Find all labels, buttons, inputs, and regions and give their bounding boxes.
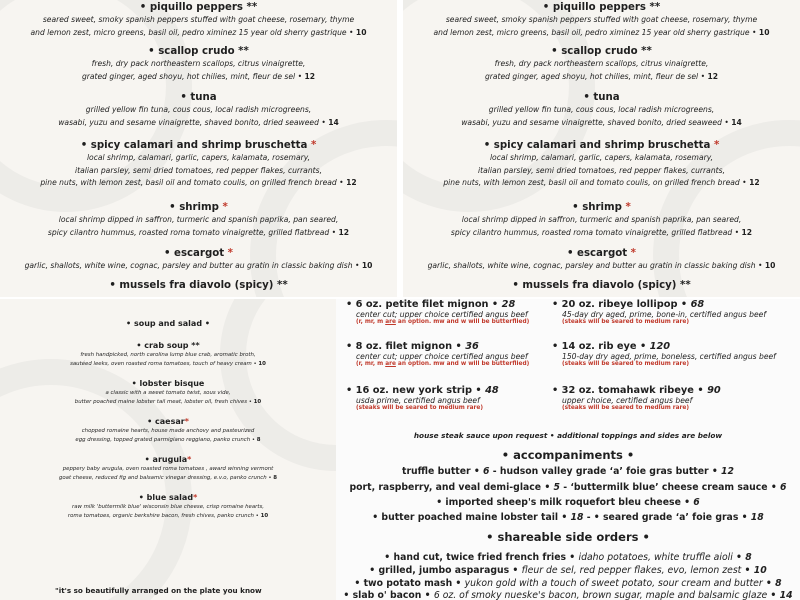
item-name: • mussels fra diavolo (spicy) ** [512, 280, 691, 291]
item-price: 10 [758, 27, 770, 37]
red-star-marker: * [187, 455, 192, 464]
steak-title [552, 385, 767, 396]
description-line: and lemon zest, micro greens, basil oil, pedro ximinez 15 year old sherry gastrique [30, 27, 347, 37]
item-name: • mussels fra diavolo (spicy) ** [109, 280, 288, 291]
item-price: 10 [258, 361, 266, 367]
side-order-price: 14 [779, 590, 793, 600]
side-order-description: fleur de sel, red pepper flakes, evo, lemon zest [521, 565, 742, 576]
side-order-name: • grilled, jumbo asparagus • [369, 565, 522, 576]
side-order-item: • two potato mash • yukon gold with a touch of sweet potato, sour cream and butter • 8 [354, 578, 782, 589]
item-description [0, 152, 397, 165]
steak-item [346, 341, 561, 367]
menu-item [0, 417, 336, 445]
item-description: roma tomatoes, organic berkshire bacon, fresh chives, panko crunch • 10 [67, 513, 269, 519]
item-title [0, 341, 336, 350]
item-title [403, 280, 800, 291]
description-line: pine nuts, with lemon zest, basil oil and tomato coulis, on grilled french bread [443, 178, 740, 187]
item-title [403, 92, 800, 103]
accompaniment-name: - • seared grade ‘a’ foie gras • [583, 512, 751, 523]
accompaniment-price: 18 [570, 512, 584, 523]
description-line: italian parsley, semi dried tomatoes, red pepper flakes, currants, [75, 165, 322, 175]
item-description [403, 58, 800, 71]
steak-price: 28 [501, 299, 516, 310]
description-line: spicy cilantro hummus, roasted roma tomato vinaigrette, grilled flatbread [450, 227, 733, 237]
steak-item [346, 299, 561, 325]
menu-item [0, 2, 397, 39]
description-line: and lemon zest, micro greens, basil oil, pedro ximinez 15 year old sherry gastrique [433, 27, 750, 37]
steak-name: • 8 oz. filet mignon • [346, 341, 462, 352]
item-title [0, 2, 397, 13]
item-title [403, 2, 800, 13]
red-star-marker: * [222, 202, 228, 213]
item-name: • spicy calamari and shrimp bruschetta [483, 140, 711, 151]
note-text: (steaks will be seared to medium rare) [562, 405, 689, 411]
steak-sauce-note: house steak sauce upon request • additional toppings and sides are below [413, 431, 723, 440]
steak-note [356, 361, 561, 367]
menu-item [403, 2, 800, 39]
description-line: roma tomatoes, organic berkshire bacon, fresh chives, panko crunch [67, 513, 254, 519]
item-title [0, 379, 336, 388]
item-price: 12 [749, 178, 760, 187]
steak-description: 150-day dry aged, prime, boneless, certified angus beef [562, 352, 776, 361]
steak-description: 45-day dry aged, prime, bone-in, certified angus beef [562, 310, 766, 319]
item-description [403, 14, 800, 27]
menu-item [403, 280, 800, 292]
side-order-description: yukon gold with a touch of sweet potato, sour cream and butter [464, 578, 763, 589]
item-title [0, 417, 336, 426]
steak-item [552, 385, 767, 411]
description-line: seared sweet, smoky spanish peppers stuffed with goat cheese, rosemary, thyme [445, 15, 758, 24]
item-name: • tuna [583, 92, 620, 103]
item-description: butter poached maine lobster tail meat, lobster oil, fresh chives • 10 [74, 399, 262, 405]
red-star-marker: * [310, 140, 317, 151]
steak-description: center cut; upper choice certified angus beef [356, 310, 528, 319]
accompaniment-line [336, 482, 800, 493]
item-price: 12 [338, 227, 350, 237]
note-text: (steaks will be seared to medium rare) [562, 319, 689, 325]
note-text: (r, mr, m [356, 319, 386, 325]
item-description: garlic, shallots, white wine, cognac, parsley and butter au gratin in classic baking dish • 10 [427, 261, 776, 270]
description-line: local shrimp, calamari, garlic, capers, kalamata, rosemary, [86, 153, 311, 162]
item-title [403, 46, 800, 57]
item-name: • shrimp [572, 202, 622, 213]
side-order-name: • hand cut, twice fried french fries • [384, 552, 579, 563]
item-price: 8 [273, 475, 278, 481]
section-title-soup-salad: • soup and salad • [126, 319, 210, 328]
side-order-item: • grilled, jumbo asparagus • fleur de sel, red pepper flakes, evo, lemon zest • 10 [369, 565, 767, 576]
item-name: • arugula [144, 455, 188, 464]
description-line: grilled yellow fin tuna, cous cous, local radish microgreens, [488, 105, 715, 114]
steak-name: • 32 oz. tomahawk ribeye • [552, 385, 704, 396]
item-price: 10 [260, 513, 269, 519]
quote-text: "it's so beautifully arranged on the plate you know [55, 586, 262, 595]
note-underline: are [385, 319, 396, 325]
red-star-marker: * [625, 202, 631, 213]
steak-title [346, 341, 561, 352]
item-title [0, 280, 397, 291]
item-title [0, 493, 336, 502]
menu-item [0, 202, 397, 239]
item-price: 14 [328, 117, 339, 127]
item-description [403, 104, 800, 117]
steak-title [346, 385, 561, 396]
item-description [0, 14, 397, 27]
item-name: • crab soup ** [136, 341, 200, 350]
item-price: 12 [304, 71, 316, 81]
description-line: grated ginger, aged shoyu, hot chilies, mint, fleur de sel [484, 71, 699, 81]
accompaniment-line [336, 466, 800, 477]
steak-title [552, 341, 767, 352]
menu-item [0, 46, 397, 83]
description-line: peppery baby arugula, oven roasted roma tomatoes , award winning vermont [62, 466, 274, 472]
item-description: grated ginger, aged shoyu, hot chilies, mint, fleur de sel • 12 [484, 71, 719, 81]
item-price: 12 [707, 71, 719, 81]
steak-price: 90 [707, 385, 721, 396]
note-text: (steaks will be seared to medium rare) [356, 405, 483, 411]
item-description [0, 351, 336, 360]
description-line: spicy cilantro hummus, roasted roma tomato vinaigrette, grilled flatbread [47, 227, 330, 237]
item-description: pine nuts, with lemon zest, basil oil and tomato coulis, on grilled french bread • 12 [443, 178, 760, 187]
item-description: wasabi, yuzu and sesame vinaigrette, shaved bonito, dried seaweed • 14 [461, 117, 742, 127]
steak-item [552, 341, 776, 367]
side-order-name: • slab o' bacon • [343, 590, 434, 600]
item-description: pine nuts, with lemon zest, basil oil and tomato coulis, on grilled french bread • 12 [40, 178, 357, 187]
item-description [0, 427, 336, 436]
item-title [403, 202, 800, 213]
menu-item [403, 92, 800, 129]
side-order-item: • hand cut, twice fried french fries • idaho potatoes, white truffle aioli • 8 [384, 552, 752, 563]
side-order-price: 10 [753, 565, 767, 576]
steak-description: center cut; upper choice certified angus beef [356, 352, 528, 361]
item-description [403, 152, 800, 165]
item-title [0, 92, 397, 103]
item-description: grated ginger, aged shoyu, hot chilies, mint, fleur de sel • 12 [81, 71, 316, 81]
item-name: • shrimp [169, 202, 219, 213]
accompaniment-price: 5 [553, 482, 560, 493]
item-name: • escargot [163, 248, 225, 259]
item-price: 10 [764, 261, 776, 270]
accompaniment-price: 6 [693, 497, 700, 508]
description-line: chopped romaine hearts, house made anchovy and pasteurized [81, 428, 255, 434]
accompaniment-name: port, raspberry, and veal demi-glace • [349, 482, 554, 493]
description-line: italian parsley, semi dried tomatoes, red pepper flakes, currants, [478, 165, 725, 175]
steak-item [346, 385, 561, 411]
item-description: spicy cilantro hummus, roasted roma tomato vinaigrette, grilled flatbread • 12 [450, 227, 753, 237]
steak-description: usda prime, certified angus beef [356, 396, 480, 405]
item-title [403, 248, 800, 259]
item-description [0, 503, 336, 512]
steak-price: 68 [690, 299, 705, 310]
steak-name: • 6 oz. petite filet mignon • [346, 299, 499, 310]
shareable-heading: • shareable side orders • [486, 530, 650, 544]
steak-price: 48 [485, 385, 499, 396]
steak-title [346, 299, 561, 310]
item-price: 8 [256, 437, 261, 443]
steak-price: 36 [465, 341, 479, 352]
steak-price: 120 [649, 341, 671, 352]
item-name: • spicy calamari and shrimp bruschetta [80, 140, 308, 151]
item-price: 10 [355, 27, 367, 37]
description-line: fresh, dry pack northeastern scallops, citrus vinaigrette, [494, 59, 709, 68]
steak-item [552, 299, 767, 325]
side-order-description: 6 oz. of smoky nueske's bacon, brown sugar, maple and balsamic glaze [433, 590, 768, 600]
description-line: local shrimp, calamari, garlic, capers, kalamata, rosemary, [489, 153, 714, 162]
item-description [0, 465, 336, 474]
item-description: goat cheese, reduced fig and balsamic vinegar dressing, e.v.o, panko crunch • 8 [58, 475, 278, 481]
item-description: egg dressing, topped grated parmigiano reggiano, panko crunch • 8 [75, 437, 261, 443]
note-text: an option. mw and w will be butterflied) [395, 319, 530, 325]
item-title [0, 46, 397, 57]
item-price: 14 [731, 117, 742, 127]
accompaniment-line [336, 497, 800, 508]
item-description: wasabi, yuzu and sesame vinaigrette, shaved bonito, dried seaweed • 14 [58, 117, 339, 127]
red-star-marker: * [227, 248, 233, 259]
accompaniment-name: truffle butter • [402, 466, 484, 477]
note-text: (steaks will be seared to medium rare) [562, 361, 689, 367]
steak-note [562, 405, 767, 411]
item-name: • caesar [147, 417, 185, 426]
item-title [0, 140, 397, 151]
menu-item [0, 493, 336, 521]
steak-note [562, 361, 767, 367]
red-star-marker: * [630, 248, 636, 259]
description-line: raw milk 'buttermilk blue' wisconsin blue cheese, crisp romaine hearts, [71, 504, 265, 510]
menu-item [0, 248, 397, 273]
menu-page-appetizers-right [403, 0, 800, 297]
description-line: wasabi, yuzu and sesame vinaigrette, shaved bonito, dried seaweed [461, 117, 722, 127]
item-title [0, 248, 397, 259]
red-star-marker: * [193, 493, 198, 502]
item-description: and lemon zest, micro greens, basil oil, pedro ximinez 15 year old sherry gastrique • 10 [30, 27, 367, 37]
note-text: (r, mr, m [356, 361, 386, 367]
description-line: local shrimp dipped in saffron, turmeric and spanish paprika, pan seared, [58, 215, 339, 224]
item-description: garlic, shallots, white wine, cognac, parsley and butter au gratin in classic baking dish • 10 [24, 261, 373, 270]
menu-page-steaks [336, 299, 800, 600]
accompaniment-name: - hudson valley grade ‘a’ foie gras butter • [489, 466, 722, 477]
item-price: 10 [361, 261, 373, 270]
menu-item [403, 46, 800, 83]
item-description [0, 389, 336, 398]
item-description: and lemon zest, micro greens, basil oil, pedro ximinez 15 year old sherry gastrique • 10 [433, 27, 770, 37]
description-line: goat cheese, reduced fig and balsamic vinegar dressing, e.v.o, panko crunch [58, 475, 267, 481]
side-order-item: • slab o' bacon • 6 oz. of smoky nueske's bacon, brown sugar, maple and balsamic glaze • 14 [343, 590, 793, 600]
menu-item [0, 92, 397, 129]
item-description [403, 214, 800, 227]
item-description: sautéed leeks, oven roasted roma tomatoes, touch of heavy cream • 10 [70, 361, 266, 367]
menu-item [0, 140, 397, 190]
item-title [0, 455, 336, 464]
accompaniment-name: • butter poached maine lobster tail • [372, 512, 571, 523]
steak-title [552, 299, 767, 310]
steak-note [356, 319, 561, 325]
accompaniment-price: 6 [483, 466, 490, 477]
item-description: spicy cilantro hummus, roasted roma tomato vinaigrette, grilled flatbread • 12 [47, 227, 350, 237]
description-line: butter poached maine lobster tail meat, lobster oil, fresh chives [74, 399, 248, 405]
menu-item [0, 379, 336, 407]
accompaniments-heading: • accompaniments • [501, 448, 635, 462]
menu-item [403, 248, 800, 273]
description-line: egg dressing, topped grated parmigiano reggiano, panko crunch [75, 437, 251, 443]
item-name: • escargot [566, 248, 628, 259]
steak-name: • 16 oz. new york strip • [346, 385, 482, 396]
accompaniment-price: 18 [750, 512, 764, 523]
item-name: • blue salad [138, 493, 194, 502]
description-line: fresh, dry pack northeastern scallops, citrus vinaigrette, [91, 59, 306, 68]
side-order-price: 8 [745, 552, 752, 563]
item-name: • scallop crudo ** [551, 46, 652, 57]
steak-note [356, 405, 561, 411]
description-line: a classic with a sweet tomato twist, sous vide, [105, 390, 231, 396]
red-star-marker: * [184, 417, 189, 426]
accompaniment-line [336, 512, 800, 523]
accompaniment-name: - ‘buttermilk blue’ cheese cream sauce • [560, 482, 781, 493]
item-name: • piquillo peppers ** [542, 2, 661, 13]
item-description [0, 104, 397, 117]
description-line: grilled yellow fin tuna, cous cous, local radish microgreens, [85, 105, 312, 114]
item-description [0, 165, 397, 178]
page-divider-vertical [397, 0, 403, 297]
description-line: seared sweet, smoky spanish peppers stuffed with goat cheese, rosemary, thyme [42, 15, 355, 24]
item-title [403, 140, 800, 151]
accompaniment-name: • imported sheep's milk roquefort bleu cheese • [436, 497, 694, 508]
menu-item [403, 202, 800, 239]
item-price: 12 [741, 227, 753, 237]
item-name: • lobster bisque [131, 379, 205, 388]
item-description [0, 214, 397, 227]
description-line: fresh handpicked, north carolina lump blue crab, aromatic broth, [80, 352, 256, 358]
item-description [403, 165, 800, 178]
description-line: pine nuts, with lemon zest, basil oil and tomato coulis, on grilled french bread [40, 178, 337, 187]
item-description [0, 58, 397, 71]
accompaniment-price: 6 [780, 482, 787, 493]
menu-page-soup-salad [0, 299, 336, 600]
steak-note [562, 319, 767, 325]
item-price: 12 [346, 178, 357, 187]
description-line: wasabi, yuzu and sesame vinaigrette, shaved bonito, dried seaweed [58, 117, 319, 127]
note-text: an option. mw and w will be butterflied) [395, 361, 530, 367]
menu-item [0, 455, 336, 483]
menu-item [0, 280, 397, 292]
item-name: • tuna [180, 92, 217, 103]
item-price: 10 [253, 399, 262, 405]
item-name: • scallop crudo ** [148, 46, 249, 57]
description-line: grated ginger, aged shoyu, hot chilies, mint, fleur de sel [81, 71, 296, 81]
side-order-description: idaho potatoes, white truffle aioli [578, 552, 733, 563]
item-title [0, 202, 397, 213]
description-line: local shrimp dipped in saffron, turmeric and spanish paprika, pan seared, [461, 215, 742, 224]
accompaniment-price: 12 [721, 466, 734, 477]
steak-name: • 14 oz. rib eye • [552, 341, 647, 352]
red-star-marker: * [713, 140, 720, 151]
description-line: sautéed leeks, oven roasted roma tomatoes, touch of heavy cream [70, 361, 252, 367]
menu-item [403, 140, 800, 190]
description-line: garlic, shallots, white wine, cognac, parsley and butter au gratin in classic baking dish [24, 261, 353, 270]
note-underline: are [385, 361, 396, 367]
side-order-price: 8 [775, 578, 782, 589]
item-name: • piquillo peppers ** [139, 2, 258, 13]
steak-description: upper choice, certified angus beef [562, 396, 693, 405]
steak-name: • 20 oz. ribeye lollipop • [552, 299, 688, 310]
menu-page-appetizers-left [0, 0, 397, 297]
menu-item [0, 341, 336, 369]
description-line: garlic, shallots, white wine, cognac, parsley and butter au gratin in classic baking dish [427, 261, 756, 270]
side-order-name: • two potato mash • [354, 578, 465, 589]
